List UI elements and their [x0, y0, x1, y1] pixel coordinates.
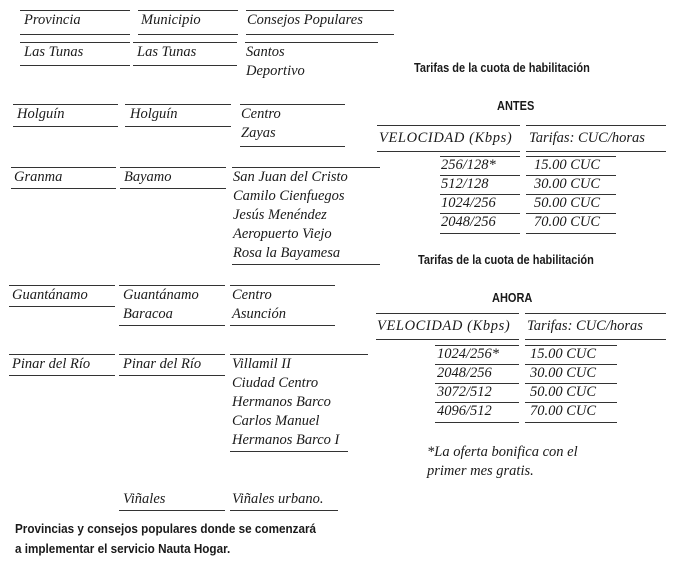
antes-col-tarifas: Tarifas: CUC/horas [529, 130, 645, 146]
caption-line: Provincias y consejos populares donde se comenzará [15, 521, 317, 536]
caption [15, 519, 316, 559]
rule [11, 167, 116, 168]
rule [526, 233, 616, 234]
rule [119, 325, 225, 326]
rule [9, 285, 115, 286]
consejo-item: Ciudad Centro [232, 375, 319, 391]
rule [246, 10, 394, 11]
ahora-col-velocidad: VELOCIDAD (Kbps) [377, 318, 511, 334]
rule [377, 151, 520, 152]
consejo-item: Camilo Cienfuegos [233, 188, 345, 204]
consejo-item: Aeropuerto Viejo [233, 226, 332, 242]
rule [376, 313, 519, 314]
rule [13, 126, 118, 127]
rule [526, 151, 666, 152]
ahora-price: 50.00 CUC [530, 384, 597, 400]
consejo-item: Zayas [241, 125, 276, 141]
rule [526, 125, 666, 126]
rule [133, 42, 237, 43]
footnote-line: primer mes gratis. [427, 463, 534, 479]
provincia-granma: Granma [14, 169, 63, 185]
ahora-price: 30.00 CUC [530, 365, 597, 381]
rule [377, 125, 520, 126]
rule [138, 34, 238, 35]
rule [230, 325, 335, 326]
municipio-bayamo: Bayamo [124, 169, 172, 185]
caption-line: a implementar el servicio Nauta Hogar. [15, 541, 231, 556]
rule [125, 126, 231, 127]
rule [525, 422, 617, 423]
rule [240, 146, 345, 147]
rule [9, 354, 115, 355]
consejo-item: Hermanos Barco [232, 394, 331, 410]
ahora-speed: 3072/512 [437, 384, 492, 400]
antes-subtitle: ANTES [497, 99, 535, 113]
footnote [427, 443, 578, 481]
consejo-item: Viñales urbano. [232, 491, 324, 507]
consejo-item: Asunción [232, 306, 286, 322]
antes-speed: 512/128 [441, 176, 489, 192]
rule [9, 375, 115, 376]
municipio-guantanamo: Guantánamo [123, 287, 199, 303]
rule [119, 354, 225, 355]
provincia-las-tunas: Las Tunas [24, 44, 84, 60]
antes-title: Tarifas de la cuota de habilitación [414, 61, 590, 75]
rule [20, 34, 130, 35]
header-consejos: Consejos Populares [247, 12, 363, 28]
rule [525, 339, 666, 340]
antes-speed: 256/128* [441, 157, 496, 173]
rule [13, 104, 118, 105]
ahora-speed: 2048/256 [437, 365, 492, 381]
rule [230, 510, 338, 511]
rule [120, 167, 226, 168]
antes-col-velocidad: VELOCIDAD (Kbps) [379, 130, 513, 146]
rule [119, 285, 225, 286]
consejo-item: San Juan del Cristo [233, 169, 348, 185]
consejo-item: Hermanos Barco I [232, 432, 340, 448]
rule [138, 10, 238, 11]
ahora-title: Tarifas de la cuota de habilitación [418, 253, 594, 267]
rule [240, 104, 345, 105]
consejo-item: Santos [246, 44, 285, 60]
rule [525, 313, 666, 314]
rule [119, 375, 225, 376]
rule [230, 285, 335, 286]
footnote-line: *La oferta bonifica con el [427, 444, 578, 460]
rule [20, 10, 130, 11]
provincia-pinar-del-rio: Pinar del Río [12, 356, 91, 372]
rule [11, 188, 116, 189]
consejo-item: Jesús Menéndez [233, 207, 327, 223]
antes-price: 15.00 CUC [534, 157, 601, 173]
rule [245, 42, 378, 43]
municipio-las-tunas: Las Tunas [137, 44, 197, 60]
rule [120, 188, 226, 189]
rule [9, 306, 115, 307]
consejo-item: Villamil II [232, 356, 291, 372]
rule [133, 65, 237, 66]
ahora-speed: 1024/256* [437, 346, 500, 362]
rule [246, 34, 394, 35]
header-provincia: Provincia [24, 12, 81, 28]
rule [20, 42, 130, 43]
antes-price: 70.00 CUC [534, 214, 601, 230]
rule [435, 422, 519, 423]
ahora-col-tarifas: Tarifas: CUC/horas [527, 318, 643, 334]
municipio-pinar-del-rio: Pinar del Río [123, 356, 202, 372]
rule [230, 451, 348, 452]
antes-speed: 2048/256 [441, 214, 496, 230]
consejo-item: Rosa la Bayamesa [233, 245, 341, 261]
municipio-baracoa: Baracoa [123, 306, 173, 322]
ahora-price: 15.00 CUC [530, 346, 597, 362]
consejo-item: Carlos Manuel [232, 413, 320, 429]
antes-speed: 1024/256 [441, 195, 496, 211]
provincia-guantanamo: Guantánamo [12, 287, 88, 303]
rule [125, 104, 231, 105]
consejo-item: Centro [232, 287, 272, 303]
antes-price: 50.00 CUC [534, 195, 601, 211]
municipio-vinales: Viñales [123, 491, 166, 507]
ahora-price: 70.00 CUC [530, 403, 597, 419]
ahora-subtitle: AHORA [492, 291, 533, 305]
consejo-item: Deportivo [246, 63, 305, 79]
antes-price: 30.00 CUC [534, 176, 601, 192]
rule [376, 339, 519, 340]
ahora-speed: 4096/512 [437, 403, 492, 419]
rule [119, 510, 225, 511]
rule [232, 167, 380, 168]
rule [440, 233, 520, 234]
provincia-holguin: Holguín [17, 106, 65, 122]
rule [232, 264, 380, 265]
header-municipio: Municipio [141, 12, 201, 28]
rule [20, 65, 130, 66]
consejo-item: Centro [241, 106, 281, 122]
municipio-holguin: Holguín [130, 106, 178, 122]
rule [230, 354, 368, 355]
